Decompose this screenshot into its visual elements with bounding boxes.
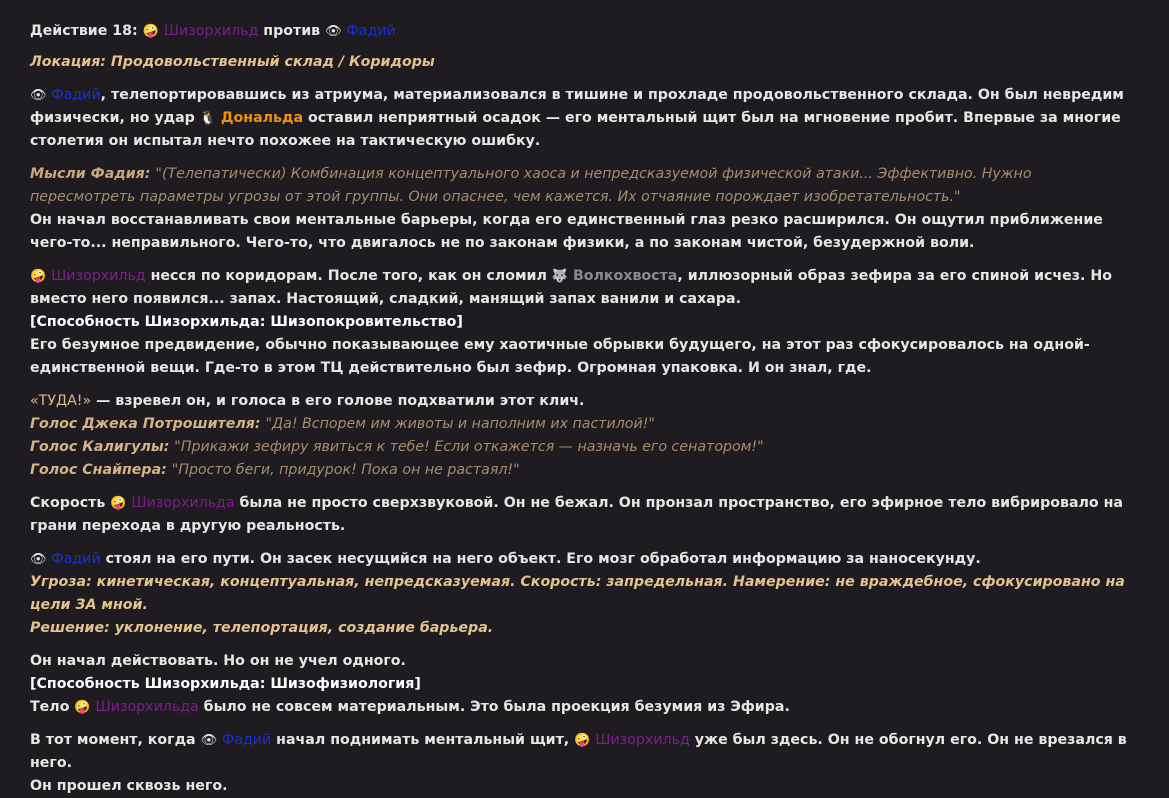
paragraph-text: Скорость — [30, 495, 106, 511]
eye-icon: 👁 — [30, 88, 47, 103]
donald-name: Дональда — [220, 110, 304, 126]
fadiy-name: Фадий — [222, 732, 272, 748]
voice-line — [30, 459, 1133, 482]
paragraph-text: стоял на его пути. Он засек несущийся на него объект. Его мозг обработал информацию за наносекунду. — [105, 551, 981, 567]
shizorkhild-name: Шизорхильд — [595, 732, 690, 748]
eye-icon: 👁 — [200, 733, 218, 748]
crazy-face-icon: 🤪 — [30, 269, 47, 284]
wolf-icon: 🐺 — [551, 269, 569, 284]
thoughts-label: Мысли Фадия: — [30, 166, 151, 182]
shizorkhild-name: Шизорхильда — [95, 699, 199, 715]
paragraph-passed — [30, 775, 1133, 798]
versus-label: против — [263, 23, 321, 39]
voice-label: Голос Калигулы: — [30, 439, 170, 455]
paragraph-text: , иллюзорный образ зефира за его спиной исчез. Но вместо него появился... запах. Настоящий, сладкий, манящий запах ванили и сахара. — [30, 268, 1112, 307]
ability-line: [Способность Шизорхильда: Шизофизиология] — [30, 676, 421, 692]
paragraph-text: него. — [185, 778, 228, 794]
action-header — [30, 20, 1133, 43]
eye-icon: 👁 — [325, 24, 342, 39]
action-title: Действие 18: — [30, 23, 138, 39]
shout-line — [30, 390, 1133, 413]
analysis-line: Решение: уклонение, телепортация, создание барьера. — [30, 620, 494, 636]
paragraph-barriers: Он начал восстанавливать свои ментальные барьеры, когда его единственный глаз резко расширился. Он ощутил приближение чего-то... неправильного. Чего-то, что двигалось не по законам физики, а по законам чистой, безудержной воли. — [30, 212, 1103, 251]
shizorkhild-name: Шизорхильд — [51, 268, 146, 284]
voice-text: "Прикажи зефиру явиться к тебе! Если откажется — назначь его сенатором!" — [174, 439, 764, 455]
paragraph-text: начал поднимать ментальный щит, — [276, 732, 570, 748]
paragraph-moment — [30, 729, 1133, 775]
paragraph-corridors — [30, 265, 1133, 311]
fadiy-name: Фадий — [51, 87, 101, 103]
voice-line — [30, 436, 1133, 459]
paragraph-text: , телепортировавшись из атриума, материализовался в тишине и прохладе продовольственного склада. Он был невредим физически, но удар — [30, 87, 1124, 126]
voice-label: Голос Снайпера: — [30, 462, 167, 478]
penguin-icon: 🐧 — [199, 111, 216, 126]
paragraph-foresight: Его безумное предвидение, обычно показывающее ему хаотичные обрывки будущего, на этот раз сфокусировалось на одной-единственной вещи. Где-то в этом ТЦ действительно был зефир. Огромная упаковка. И он знал, где. — [30, 337, 1090, 376]
crazy-face-icon: 🤪 — [574, 733, 591, 748]
paragraph-text: уже был здесь. Он не обогнул его. Он не врезался в него. — [30, 732, 1127, 771]
paragraph-speed — [30, 492, 1133, 538]
voice-text: "Просто беги, придурок! Пока он не растаял!" — [171, 462, 520, 478]
paragraph-text: — взревел он, и голоса в его голове подхватили этот клич. — [91, 393, 585, 409]
paragraph-acted: Он начал действовать. Но он не учел одного. — [30, 653, 406, 669]
paragraph-text: Он прошел — [30, 778, 122, 794]
paragraph-text: было не совсем материальным. Это была проекция безумия из Эфира. — [203, 699, 790, 715]
emphasis-text: сквозь — [126, 778, 181, 794]
voice-text: "Да! Вспорем им животы и наполним их пастилой!" — [265, 416, 655, 432]
crazy-face-icon: 🤪 — [142, 24, 159, 39]
ability-line: [Способность Шизорхильда: Шизопокровительство] — [30, 314, 463, 330]
voice-line — [30, 413, 1133, 436]
paragraph-text: несся по коридорам. После того, как он сломил — [150, 268, 547, 284]
shizorkhild-name: Шизорхильд — [163, 23, 259, 39]
fadiy-name: Фадий — [51, 551, 101, 567]
analysis-line: Угроза: кинетическая, концептуальная, непредсказуемая. Скорость: запредельная. Намерение: не враждебное, сфокусировано на цели ЗА мной. — [30, 574, 1125, 613]
paragraph-body — [30, 696, 1133, 719]
paragraph-teleport — [30, 84, 1133, 153]
fadiy-name: Фадий — [346, 23, 396, 39]
shizorkhild-name: Шизорхильда — [131, 495, 235, 511]
volkokhvost-name: Волкохвоста — [572, 268, 678, 284]
eye-icon: 👁 — [30, 552, 47, 567]
paragraph-text: В тот момент, когда — [30, 732, 196, 748]
thoughts-line — [30, 163, 1133, 209]
paragraph-text: была не просто сверхзвуковой. Он не бежал. Он пронзал пространство, его эфирное тело вибрировало на грани перехода в другую реальность. — [30, 495, 1123, 534]
crazy-face-icon: 🤪 — [110, 496, 127, 511]
shout-text: «ТУДА!» — [30, 393, 92, 409]
location-line: Локация: Продовольственный склад / Коридоры — [30, 54, 435, 70]
paragraph-text: Тело — [30, 699, 70, 715]
paragraph-text: оставил неприятный осадок — его ментальный щит был на мгновение пробит. Впервые за многие столетия он испытал нечто похожее на тактическую ошибку. — [30, 110, 1121, 149]
paragraph-fadiy-stood — [30, 548, 1133, 571]
crazy-face-icon: 🤪 — [74, 700, 91, 715]
voice-label: Голос Джека Потрошителя: — [30, 416, 261, 432]
thoughts-text: "(Телепатически) Комбинация концептуального хаоса и непредсказуемой физической атаки... Эффективно. Нужно пересмотреть параметры угрозы от этой группы. Они опаснее, чем кажется. Их отчаяние порождает изобретательность." — [30, 166, 1032, 205]
